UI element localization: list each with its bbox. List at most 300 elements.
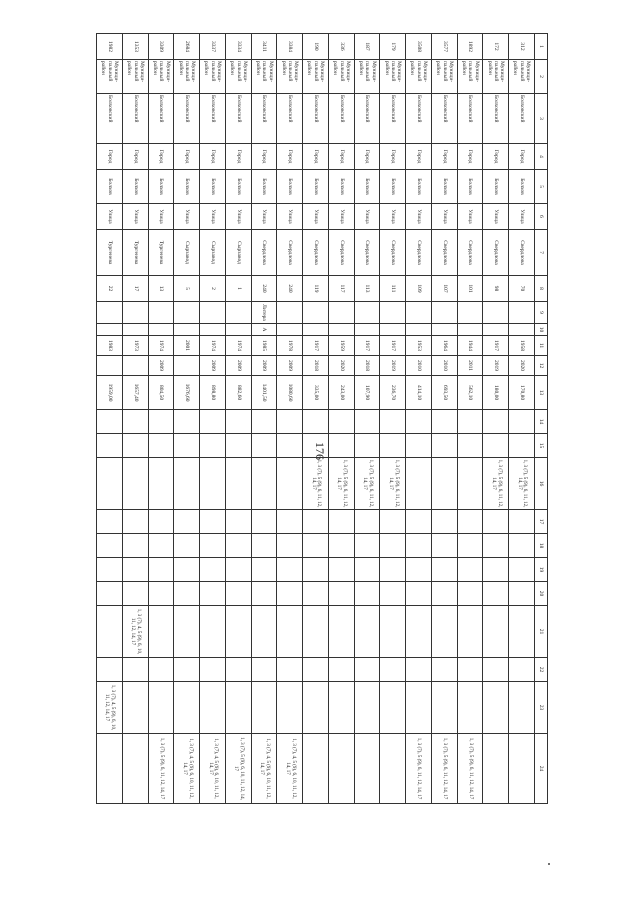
table-cell: 17 [123,276,149,302]
table-cell: 2010 [432,356,458,376]
table-cell [509,734,535,804]
table-cell: Свердлова [509,230,535,276]
table-cell [226,658,252,682]
table-cell: Улица [354,204,380,230]
table-cell: 1, 3 (7), 4, 5 (9), 6, 10, 11, 12, 14, 17 [200,734,226,804]
table-cell: Муници-пальный район [174,60,200,94]
table-cell [406,434,432,458]
table-cell [200,658,226,682]
table-cell [277,410,303,434]
table-cell: 1, 3 (7), 4, 5 (9), 6, 10, 11, 12, 14, 17 [97,682,123,734]
table-cell [226,582,252,606]
table-cell [148,534,174,558]
table-cell [97,534,123,558]
table-cell: 2684 [174,34,200,60]
table-cell: 190 [303,34,329,60]
table-cell: Улица [457,204,483,230]
table-cell: Болховский [251,94,277,144]
table-cell: 312 [509,34,535,60]
table-cell: Свердлова [329,230,355,276]
column-header: 12 [535,356,548,376]
table-cell: Город [406,144,432,170]
table-cell [148,302,174,324]
table-cell [123,658,149,682]
table-cell [148,434,174,458]
table-cell [406,658,432,682]
table-cell: Литера [251,302,277,324]
table-cell: 1958 [509,336,535,356]
table-cell [251,682,277,734]
table-cell: 1917 [380,336,406,356]
table-cell [148,410,174,434]
table-cell [200,458,226,510]
column-header: 11 [535,336,548,356]
table-cell [406,302,432,324]
table-cell: 3411 [251,34,277,60]
table-cell: 1, 3 (7), 5 (9), 6, 11, 12, 14, 17 [148,734,174,804]
table-cell [483,324,509,336]
table-cell [226,558,252,582]
table-cell: Муници-пальный район [303,60,329,94]
table-cell [200,558,226,582]
table-cell: 1917 [303,336,329,356]
column-header: 4 [535,144,548,170]
table-cell [457,410,483,434]
table-cell [174,510,200,534]
table-cell: Муници-пальный район [432,60,458,94]
table-cell [432,606,458,658]
table-cell: Муници-пальный район [251,60,277,94]
table-cell [148,510,174,534]
table-cell [174,658,200,682]
column-header: 10 [535,324,548,336]
table-row [509,34,535,804]
table-cell: Свердлова [303,230,329,276]
column-header: 21 [535,606,548,658]
table-cell: 1, 3 (7), 5 (9), 6, 10, 11, 12, 14, 17 [226,734,252,804]
column-header: 16 [535,458,548,510]
table-cell [432,582,458,606]
table-cell: 13 [148,276,174,302]
table-cell [483,558,509,582]
table-cell [174,458,200,510]
table-cell [432,458,458,510]
table-cell [329,510,355,534]
table-cell: Болхов [406,170,432,204]
table-cell [406,682,432,734]
table-cell: Тургенева [97,230,123,276]
table-cell [97,734,123,804]
table-cell: 1974 [226,336,252,356]
table-cell: 1974 [200,336,226,356]
table-cell [200,682,226,734]
table-row [277,34,303,804]
table-cell [277,458,303,510]
table-cell [457,324,483,336]
table-cell: 2010 [406,356,432,376]
table-cell: Свердлова [432,230,458,276]
table-cell: Муници-пальный район [123,60,149,94]
column-header: 13 [535,376,548,410]
table-cell: Болхов [123,170,149,204]
table-cell: Свердлова [380,230,406,276]
table-cell: 1917 [354,336,380,356]
column-header: 15 [535,434,548,458]
table-cell [277,534,303,558]
column-header: 9 [535,302,548,324]
table-cell: 2009 [226,356,252,376]
table-cell: Свердлова [406,230,432,276]
table-cell: Болховский [457,94,483,144]
table-cell: Улица [329,204,355,230]
table-cell: 111 [380,276,406,302]
table-cell [226,434,252,458]
table-cell [509,510,535,534]
table-cell: 2019 [380,356,406,376]
table-cell [457,682,483,734]
table-cell [329,434,355,458]
column-header: 17 [535,510,548,534]
table-cell [483,534,509,558]
table-cell [354,582,380,606]
table-cell [174,606,200,658]
table-cell: Болховский [329,94,355,144]
table-cell [483,410,509,434]
table-cell: Болховский [509,94,535,144]
table-cell: 1, 3 (7), 5 (9), 6, 11, 12, 14, 17 [509,458,535,510]
table-cell: Улица [432,204,458,230]
table-cell [123,682,149,734]
table-cell: Муници-пальный район [226,60,252,94]
table-cell: Муници-пальный район [277,60,303,94]
table-cell: Муници-пальный район [457,60,483,94]
table-cell [329,606,355,658]
table-cell: Болховский [97,94,123,144]
table-cell: 1676,60 [174,376,200,410]
table-cell [200,324,226,336]
table-cell: Болховский [174,94,200,144]
table-cell: 1974 [148,336,174,356]
table-cell [123,410,149,434]
table-cell: Болхов [483,170,509,204]
table-cell: Город [354,144,380,170]
table-cell [483,434,509,458]
table-cell [432,302,458,324]
table-cell [174,682,200,734]
table-cell [457,582,483,606]
table-cell [329,410,355,434]
table-cell [251,510,277,534]
table-cell [277,510,303,534]
table-cell: Город [226,144,252,170]
table-cell [329,534,355,558]
table-cell [303,682,329,734]
table-cell [380,324,406,336]
table-cell [483,682,509,734]
table-cell: Муници-пальный район [509,60,535,94]
table-cell [380,682,406,734]
table-cell [226,510,252,534]
table-cell: Муници-пальный район [97,60,123,94]
table-cell [354,324,380,336]
table-cell [432,534,458,558]
table-cell: Улица [200,204,226,230]
table-cell: Город [483,144,509,170]
table-cell [354,682,380,734]
table-cell [277,302,303,324]
table-cell: Болховский [277,94,303,144]
table-cell: 1, 3 (7), 5 (9), 6, 11, 12, 14, 17 [483,458,509,510]
table-cell [380,606,406,658]
table-cell [251,534,277,558]
table-cell: А [251,324,277,336]
table-cell [174,558,200,582]
table-cell: 172 [483,34,509,60]
table-cell: 3384 [277,34,303,60]
table-cell: 336 [329,34,355,60]
table-cell: Болхов [509,170,535,204]
table-cell [123,434,149,458]
table-cell [277,558,303,582]
table-cell [432,682,458,734]
table-cell: 2018 [303,356,329,376]
table-cell [251,458,277,510]
table-cell: Болховский [432,94,458,144]
table-cell [97,458,123,510]
table-cell: 1982 [97,34,123,60]
table-cell [303,606,329,658]
table-cell [509,324,535,336]
table-cell [123,582,149,606]
table-row [251,34,277,804]
table-cell [406,606,432,658]
table-cell: Город [303,144,329,170]
table-cell: 1, 3 (7), 4, 5 (9), 6, 10, 11, 12, 14, 17 [123,606,149,658]
table-row [354,34,380,804]
table-cell [380,434,406,458]
table-cell: Муници-пальный район [329,60,355,94]
column-header: 3 [535,94,548,144]
table-cell: 1, 3 (7), 5 (9), 6, 11, 12, 14, 17 [406,734,432,804]
table-cell: 1, 3 (7), 4, 5 (9), 6, 10, 11, 12, 14, 17 [174,734,200,804]
table-cell: Свердлова [277,230,303,276]
table-cell [380,582,406,606]
table-cell [226,458,252,510]
table-cell: Свердлова [354,230,380,276]
table-cell: 562,10 [457,376,483,410]
table-row [457,34,483,804]
table-cell: 804,50 [148,376,174,410]
table-cell: 2018 [354,356,380,376]
table-cell: Улица [174,204,200,230]
table-cell: 1964 [432,336,458,356]
table-cell: 107 [432,276,458,302]
table-row [148,34,174,804]
table-cell [277,682,303,734]
table-cell: 1917 [483,336,509,356]
table-cell [97,658,123,682]
table-cell [148,582,174,606]
column-header: 2 [535,60,548,94]
column-header: 6 [535,204,548,230]
table-cell: 119 [303,276,329,302]
table-cell [200,410,226,434]
table-cell [303,410,329,434]
table-cell: 1, 3 (7), 5 (9), 6, 11, 12, 14, 17 [329,458,355,510]
table-cell: 2019 [483,356,509,376]
table-cell: Город [509,144,535,170]
table-cell: 2011 [457,356,483,376]
table-cell: 1953 [406,336,432,356]
table-cell: Болховский [303,94,329,144]
table-cell [277,582,303,606]
table-cell [432,558,458,582]
column-header: 18 [535,534,548,558]
table-cell [97,558,123,582]
table-cell: Улица [406,204,432,230]
table-cell [303,324,329,336]
table-cell: Болховский [226,94,252,144]
table-cell: 22 [97,276,123,302]
table-cell: Город [174,144,200,170]
table-cell [226,324,252,336]
table-cell [148,558,174,582]
table-cell: Город [277,144,303,170]
table-cell: 109 [406,276,432,302]
table-cell: Болховский [380,94,406,144]
table-cell [354,534,380,558]
table-cell [483,734,509,804]
column-header: 24 [535,734,548,804]
table-cell [303,558,329,582]
table-cell [303,302,329,324]
table-cell [432,324,458,336]
table-cell [226,534,252,558]
table-cell: Улица [509,204,535,230]
table-cell [148,606,174,658]
table-cell: Улица [483,204,509,230]
table-cell [123,302,149,324]
table-cell [380,534,406,558]
table-cell [406,582,432,606]
table-cell [509,534,535,558]
table-row [200,34,226,804]
table-cell: 1, 3 (7), 5 (9), 6, 11, 12, 14, 17 [432,734,458,804]
table-cell: 414,10 [406,376,432,410]
table-cell: Тургенева [148,230,174,276]
column-header: 8 [535,276,548,302]
table-cell: Тургенева [123,230,149,276]
table-cell [303,534,329,558]
table-cell: 107,90 [354,376,380,410]
table-cell [329,582,355,606]
table-cell: Город [148,144,174,170]
table-cell [380,658,406,682]
table-cell: 240 [277,276,303,302]
table-cell: Болховский [483,94,509,144]
table-cell [380,510,406,534]
table-cell: Улица [303,204,329,230]
table-cell [406,458,432,510]
table-cell [174,324,200,336]
table-cell: Болхов [200,170,226,204]
table-cell: Болхов [97,170,123,204]
table-cell [457,302,483,324]
table-cell [123,558,149,582]
table-cell: Свердлова [457,230,483,276]
table-cell [380,302,406,324]
table-cell: 240 [251,276,277,302]
table-cell: Улица [251,204,277,230]
table-cell [457,458,483,510]
table-cell [329,302,355,324]
table-cell [97,324,123,336]
table-cell: Муници-пальный район [483,60,509,94]
table-cell [457,606,483,658]
table-cell [97,510,123,534]
table-cell: Болхов [277,170,303,204]
table-cell [483,582,509,606]
table-cell: 3337 [200,34,226,60]
table-row [380,34,406,804]
table-cell: Болхов [226,170,252,204]
table-cell [329,324,355,336]
table-cell: 1, 3 (7), 4, 5 (9), 6, 10, 11, 12, 14, 17 [251,734,277,804]
table-cell [277,434,303,458]
table-cell: 2001 [174,336,200,356]
table-cell [200,510,226,534]
table-cell: Болхов [457,170,483,204]
table-cell [277,324,303,336]
table-cell [509,682,535,734]
table-cell: Город [432,144,458,170]
table-cell [123,734,149,804]
table-cell [354,302,380,324]
table-cell: 2009 [148,356,174,376]
table-cell [354,510,380,534]
table-cell [406,410,432,434]
table-cell: 2009 [200,356,226,376]
table-cell [174,410,200,434]
table-cell [303,734,329,804]
table-cell [303,582,329,606]
table-cell [354,410,380,434]
table-cell [97,606,123,658]
table-cell: 1, 3 (7), 5 (9), 6, 11, 12, 14, 17 [457,734,483,804]
table-row [432,34,458,804]
table-row [483,34,509,804]
table-cell: Улица [380,204,406,230]
table-cell: 187 [354,34,380,60]
table-cell: 1080,60 [277,376,303,410]
table-cell: 882,60 [226,376,252,410]
table-cell: Болховский [354,94,380,144]
table-cell [509,582,535,606]
table-cell [226,410,252,434]
table-cell: Сырзавод [226,230,252,276]
table-cell: 243,00 [329,376,355,410]
table-cell: 1, 3 (7), 4, 5 (9), 6, 10, 11, 12, 14, 17 [277,734,303,804]
table-cell [200,606,226,658]
table-cell [303,434,329,458]
table-cell [509,410,535,434]
table-cell [251,434,277,458]
table-cell: 335,00 [303,376,329,410]
table-cell [148,324,174,336]
table-cell: 1959,00 [97,376,123,410]
table-cell [148,682,174,734]
table-cell: 1985 [251,336,277,356]
